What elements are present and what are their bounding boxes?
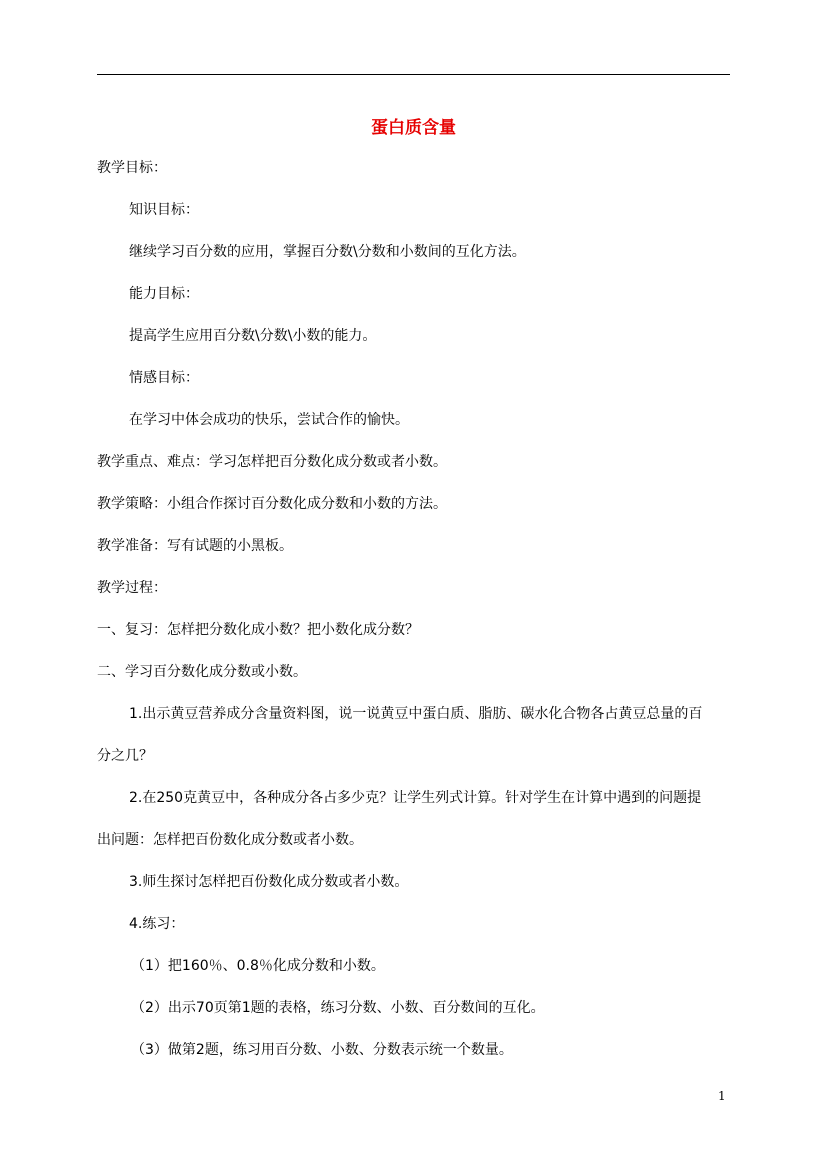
exercise-item-1: （1）把160％、0.8％化成分数和小数。 bbox=[131, 958, 385, 974]
list-item-4: 4.练习： bbox=[129, 916, 185, 932]
list-item-2-line-1: 2.在250克黄豆中，各种成分各占多少克？让学生列式计算。针对学生在计算中遇到的问题提 bbox=[129, 790, 702, 806]
subheading-knowledge-goal: 知识目标： bbox=[129, 202, 199, 218]
exercise-item-3: （3）做第2题，练习用百分数、小数、分数表示统一个数量。 bbox=[131, 1042, 513, 1058]
paragraph-review: 一、复习：怎样把分数化成小数？把小数化成分数？ bbox=[97, 622, 419, 638]
list-item-3: 3.师生探讨怎样把百份数化成分数或者小数。 bbox=[129, 874, 409, 890]
paragraph-strategy: 教学策略：小组合作探讨百分数化成分数和小数的方法。 bbox=[97, 496, 447, 512]
paragraph-learn-conversion: 二、学习百分数化成分数或小数。 bbox=[97, 664, 307, 680]
section-heading-teaching-process: 教学过程： bbox=[97, 580, 167, 596]
document-title: 蛋白质含量 bbox=[371, 118, 456, 138]
paragraph-ability-goal: 提高学生应用百分数\分数\小数的能力。 bbox=[129, 328, 377, 344]
paragraph-preparation: 教学准备：写有试题的小黑板。 bbox=[97, 538, 293, 554]
list-item-2-line-2: 出问题：怎样把百份数化成分数或者小数。 bbox=[97, 832, 363, 848]
exercise-item-2: （2）出示70页第1题的表格，练习分数、小数、百分数间的互化。 bbox=[131, 1000, 545, 1016]
paragraph-knowledge-goal: 继续学习百分数的应用，掌握百分数\分数和小数间的互化方法。 bbox=[129, 244, 526, 260]
list-item-1-line-2: 分之几？ bbox=[97, 748, 153, 764]
paragraph-emotion-goal: 在学习中体会成功的快乐，尝试合作的愉快。 bbox=[129, 412, 409, 428]
paragraph-key-points: 教学重点、难点：学习怎样把百分数化成分数或者小数。 bbox=[97, 454, 447, 470]
header-rule bbox=[97, 74, 730, 75]
list-item-1-line-1: 1.出示黄豆营养成分含量资料图，说一说黄豆中蛋白质、脂肪、碳水化合物各占黄豆总量的百 bbox=[129, 706, 703, 722]
subheading-emotion-goal: 情感目标： bbox=[129, 370, 199, 386]
subheading-ability-goal: 能力目标： bbox=[129, 286, 199, 302]
section-heading-teaching-goals: 教学目标： bbox=[97, 160, 167, 176]
page-number: 1 bbox=[718, 1089, 726, 1103]
